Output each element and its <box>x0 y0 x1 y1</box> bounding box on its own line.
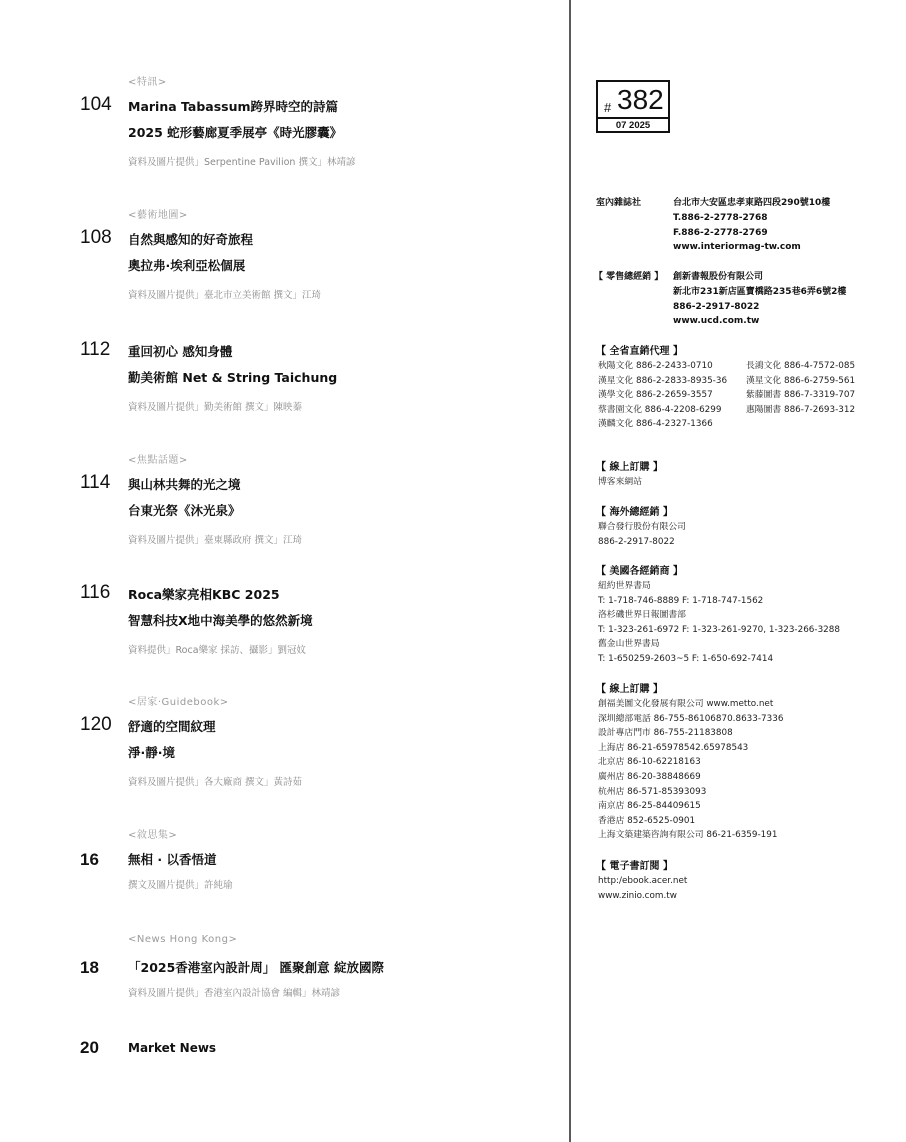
direct-sales-agents <box>598 345 898 432</box>
publisher-phone: T.886-2-2778-2768 <box>673 212 768 223</box>
toc-page-number: 20 <box>80 1038 99 1057</box>
toc-title: 無相 · 以香悟道 <box>128 852 217 867</box>
toc-credit: 撰文及圖片提供」許純瑜 <box>128 880 233 891</box>
agent-entry: 漢星文化 886-6-2759-561 <box>746 375 856 386</box>
ebook-subscription-section <box>598 860 898 903</box>
toc-credit: 資料及圖片提供」香港室內設計協會 編輯」林靖諺 <box>128 988 341 999</box>
section-heading: 【 全省直銷代理 】 <box>596 346 683 357</box>
list-item: 北京店 86-10-62218163 <box>598 757 701 768</box>
toc-title: 自然與感知的好奇旅程 <box>128 232 254 247</box>
list-item: 南京店 86-25-84409615 <box>598 801 701 812</box>
agent-entry: 漢星文化 886-2-2833-8935-36 <box>598 375 728 386</box>
publisher-address: 台北市大安區忠孝東路四段290號10樓 <box>673 198 831 208</box>
toc-page-number: 108 <box>80 227 112 248</box>
toc-title: Marina Tabassum跨界時空的詩篇 <box>128 99 339 114</box>
issue-rule <box>598 117 668 119</box>
table-row <box>598 359 898 374</box>
issue-number: 382 <box>617 84 664 115</box>
retail-website[interactable]: www.ucd.com.tw <box>673 316 760 327</box>
section-heading: 【 海外總經銷 】 <box>596 507 673 518</box>
retail-company: 創新書報股份有限公司 <box>673 272 764 282</box>
section-heading: 【 線上訂購 】 <box>596 462 663 473</box>
toc-page-number: 16 <box>80 850 99 869</box>
toc-subtitle: 智慧科技X地中海美學的悠然新境 <box>128 613 313 628</box>
toc-credit: 資料及圖片提供」Serpentine Pavilion 撰文」林靖諺 <box>128 157 356 168</box>
list-item: 設計專店門市 86-755-21183808 <box>598 728 733 739</box>
issue-hash: # <box>604 100 612 115</box>
toc-title: 舒適的空間紋理 <box>128 719 216 734</box>
list-item: 舊金山世界書局 <box>598 639 660 650</box>
table-row <box>598 403 898 418</box>
toc-page-number: 104 <box>80 94 112 115</box>
section-heading: 【 美國各經銷商 】 <box>596 566 683 577</box>
retail-label: 【 零售總經銷 】 <box>594 272 664 282</box>
toc-subtitle: 淨·靜·境 <box>128 745 175 760</box>
toc-category: <News Hong Kong> <box>128 934 238 945</box>
toc-title: Roca樂家亮相KBC 2025 <box>128 587 280 602</box>
list-item: 上海文築建築咨詢有限公司 86-21-6359-191 <box>598 830 778 841</box>
toc-category: <居家·Guidebook> <box>128 697 229 708</box>
list-item: T: 1-323-261-6972 F: 1-323-261-9270, 1-323-266-3288 <box>598 624 840 635</box>
ebook-link[interactable]: www.zinio.com.tw <box>598 890 677 901</box>
publisher-fax: F.886-2-2778-2769 <box>673 227 768 238</box>
list-item: 上海店 86-21-65978542.65978543 <box>598 742 749 753</box>
toc-page-number: 120 <box>80 714 112 735</box>
agent-entry: 惠陽圖書 886-7-2693-312 <box>746 404 856 415</box>
publisher-label: 室內雜誌社 <box>596 198 642 208</box>
agent-entry: 漢麟文化 886-4-2327-1366 <box>598 419 713 430</box>
retail-address: 新北市231新店區寶橋路235巷6弄6號2樓 <box>673 286 847 297</box>
agent-entry: 紫藤圖書 886-7-3319-707 <box>746 390 856 401</box>
ebook-link[interactable]: http:/ebook.acer.net <box>598 876 688 886</box>
table-row <box>598 374 898 389</box>
list-item: 廣州店 86-20-38848669 <box>598 771 701 782</box>
table-row <box>598 417 898 432</box>
agent-entry: 漢學文化 886-2-2659-3557 <box>598 390 713 401</box>
list-item: T: 1-718-746-8889 F: 1-718-747-1562 <box>598 595 764 606</box>
agent-entry: 蔡書園文化 886-4-2208-6299 <box>598 404 722 415</box>
toc-subtitle: 2025 蛇形藝廊夏季展亭《時光膠囊》 <box>128 125 343 140</box>
usa-distributors-section <box>598 565 898 667</box>
section-heading: 【 電子書訂閱 】 <box>596 861 673 872</box>
agent-entry: 長鴻文化 886-4-7572-085 <box>746 361 856 371</box>
list-item: 洛杉磯世界日報圖書部 <box>598 610 686 621</box>
toc-credit: 資料及圖片提供」各大廠商 撰文」黃詩茹 <box>128 777 303 788</box>
toc-page-number: 116 <box>80 582 111 603</box>
toc-page-number: 18 <box>80 958 99 977</box>
toc-subtitle: 勤美術館 Net & String Taichung <box>128 370 338 385</box>
column-divider <box>569 0 571 1142</box>
list-item: 聯合發行股份有限公司 <box>598 522 686 532</box>
toc-title: Market News <box>128 1041 217 1055</box>
section-heading: 【 線上訂購 】 <box>596 684 663 695</box>
list-item: 紐約世界書局 <box>598 581 651 591</box>
toc-category: <特訊> <box>128 77 167 88</box>
toc-category: <敘思集> <box>128 830 178 841</box>
list-item: T: 1-650259-2603~5 F: 1-650-692-7414 <box>598 653 774 664</box>
toc-credit: 資料及圖片提供」勤美術館 撰文」陳映蓁 <box>128 402 303 413</box>
toc-title: 「2025香港室內設計周」 匯聚創意 綻放國際 <box>128 960 384 975</box>
toc-page-number: 112 <box>80 339 111 360</box>
list-item: 886-2-2917-8022 <box>598 536 675 547</box>
online-order-section-2 <box>598 683 898 843</box>
toc-category: <焦點話題> <box>128 455 188 466</box>
overseas-distributor-section <box>598 506 898 549</box>
toc-credit: 資料提供」Roca樂家 採訪、攝影」劉冠妏 <box>128 645 307 656</box>
issue-date: 07 2025 <box>615 120 651 131</box>
agent-entry: 秋陽文化 886-2-2433-0710 <box>598 361 713 371</box>
publisher-website[interactable]: www.interiormag-tw.com <box>673 242 801 253</box>
list-item: 深圳總部電話 86-755-86106870.8633-7336 <box>598 713 784 724</box>
toc-title: 重回初心 感知身體 <box>128 344 233 359</box>
online-order-section <box>598 461 898 490</box>
toc-page-number: 114 <box>80 472 111 493</box>
list-item: 創福美圖文化發展有限公司 www.metto.net <box>598 699 774 709</box>
retail-phone: 886-2-2917-8022 <box>673 301 760 312</box>
list-item: 香港店 852-6525-0901 <box>598 815 696 826</box>
table-row <box>598 388 898 403</box>
toc-title: 與山林共舞的光之境 <box>128 477 241 492</box>
issue-number-box <box>596 80 670 133</box>
toc-credit: 資料及圖片提供」臺東縣政府 撰文」江琦 <box>128 535 303 546</box>
toc-subtitle: 奧拉弗·埃利亞松個展 <box>128 258 246 273</box>
toc-subtitle: 台東光祭《沐光泉》 <box>128 503 241 518</box>
list-item: 杭州店 86-571-85393093 <box>598 786 707 797</box>
list-item: 博客來網站 <box>598 477 642 487</box>
toc-credit: 資料及圖片提供」臺北市立美術館 撰文」江琦 <box>128 290 322 301</box>
agents-table <box>598 359 898 432</box>
toc-category: <藝術地圖> <box>128 210 188 221</box>
